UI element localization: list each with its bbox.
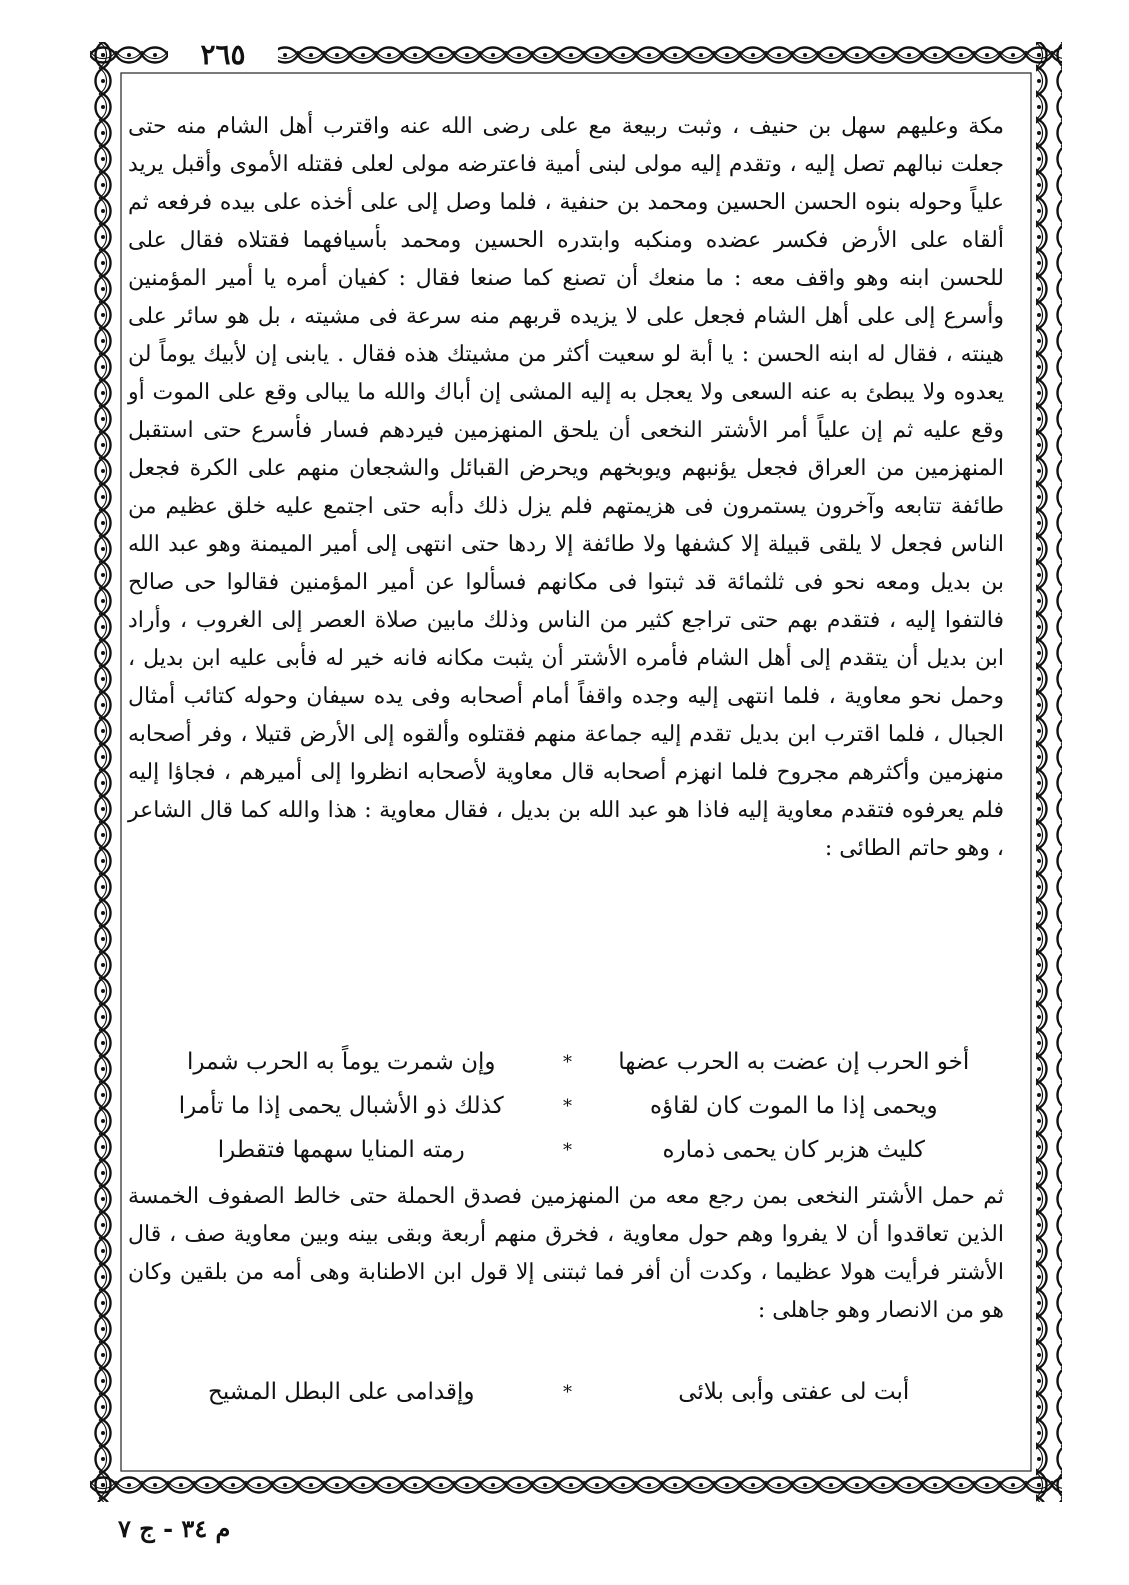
verse-separator: * xyxy=(563,1381,572,1403)
verse-line xyxy=(130,1370,1005,1414)
verse-line xyxy=(130,1040,1005,1084)
verse-first-hemistich: كليث هزبر كان يحمى ذماره xyxy=(662,1137,926,1163)
verse-line xyxy=(130,1084,1005,1128)
page-body-continued xyxy=(128,1178,1004,1330)
verse-line xyxy=(130,1128,1005,1172)
signature-mark: م ٣٤ - ج ٧ xyxy=(118,1514,231,1543)
page-number: ٢٦٥ xyxy=(168,38,278,71)
verse-second-hemistich: كذلك ذو الأشبال يحمى إذا ما تأمرا xyxy=(178,1093,504,1119)
verse-second-hemistich: وإقدامى على البطل المشيح xyxy=(207,1379,475,1405)
verse-first-hemistich: ويحمى إذا ما الموت كان لقاؤه xyxy=(649,1093,938,1119)
verse-separator: * xyxy=(563,1051,572,1073)
body-paragraph: ثم حمل الأشتر النخعى بمن رجع معه من المنهزمين فصدق الحملة حتى خالط الصفوف الخمسة الذين تعاقدوا أن لا يفروا وهم حول معاوية ، فخرق منهم أربعة وبقى بينه وبين معاوية صف ، قال الأشتر فرأيت هولا عظيما ، وكدت أن أفر فما ثبتنى إلا قول ابن الاطنابة وهى أمه من بلقين وكان هو من الانصار وهو جاهلى : xyxy=(128,1184,1004,1323)
verse-second-hemistich: رمته المنايا سهمها فتقطرا xyxy=(217,1137,465,1163)
verse-second-hemistich: وإن شمرت يوماً به الحرب شمرا xyxy=(187,1049,496,1075)
verse-first-hemistich: أبت لى عفتى وأبى بلائى xyxy=(678,1379,910,1405)
page-body xyxy=(128,108,1004,868)
verse-first-hemistich: أخو الحرب إن عضت به الحرب عضها xyxy=(618,1049,970,1075)
verse-separator: * xyxy=(563,1095,572,1117)
poem-block xyxy=(130,1370,1005,1414)
body-paragraph: مكة وعليهم سهل بن حنيف ، وثبت ربيعة مع على رضى الله عنه واقترب أهل الشام منه حتى جعلت نبالهم تصل إليه ، وتقدم إليه مولى لبنى أمية فاعترضه مولى لعلى فقتله الأموى وأقبل يريد علياً وحوله بنوه الحسن الحسين ومحمد بن حنفية ، فلما وصل إلى على أخذه على بيده فرفعه ثم ألقاه على الأرض فكسر عضده ومنكبه وابتدره الحسين ومحمد بأسيافهما فقتلاه فقال على للحسن ابنه وهو واقف معه : ما منعك أن تصنع كما صنعا فقال : كفيان أمره يا أمير المؤمنين وأسرع إلى على أهل الشام فجعل على لا يزيده قربهم منه سرعة فى مشيته ، بل هو سائر على هينته ، فقال له ابنه الحسن : يا أبة لو سعيت أكثر من مشيتك هذه فقال . يابنى إن لأبيك يوماً لن يعدوه ولا يبطئ به عنه السعى ولا يعجل به إليه المشى إن أباك والله ما يبالى وقع على الموت أو وقع عليه ثم إن علياً أمر الأشتر النخعى أن يلحق المنهزمين فيردهم فسار فأسرع حتى استقبل المنهزمين من العراق فجعل يؤنبهم ويوبخهم ويحرض القبائل والشجعان منهم على الكرة فجعل طائفة تتابعه وآخرون يستمرون فى هزيمتهم فلم يزل ذلك دأبه حتى اجتمع عليه خلق عظيم من الناس فجعل لا يلقى قبيلة إلا كشفها ولا طائفة إلا ردها حتى انتهى إلى أمير الميمنة وهو عبد الله بن بديل ومعه نحو فى ثلثمائة قد ثبتوا فى مكانهم فسألوا عن أمير المؤمنين فقالوا حى صالح فالتفوا إليه ، فتقدم بهم حتى تراجع كثير من الناس وذلك مابين صلاة العصر إلى الغروب ، وأراد ابن بديل أن يتقدم إلى أهل الشام فأمره الأشتر أن يثبت مكانه فانه خير له فأبى عليه ابن بديل ، وحمل نحو معاوية ، فلما انتهى إليه وجده واقفاً أمام أصحابه وفى يده سيفان وحوله كتائب أمثال الجبال ، فلما اقترب ابن بديل تقدم إليه جماعة منهم فقتلوه وألقوه إلى الأرض قتيلا ، وفر أصحابه منهزمين وأكثرهم مجروح فلما انهزم أصحابه قال معاوية لأصحابه انظروا إلى أميرهم ، فجاؤا إليه فلم يعرفوه فتقدم معاوية إليه فاذا هو عبد الله بن بديل ، فقال معاوية : هذا والله كما قال الشاعر ، وهو حاتم الطائى : xyxy=(128,114,1004,861)
poem-block xyxy=(130,1040,1005,1172)
verse-separator: * xyxy=(563,1139,572,1161)
